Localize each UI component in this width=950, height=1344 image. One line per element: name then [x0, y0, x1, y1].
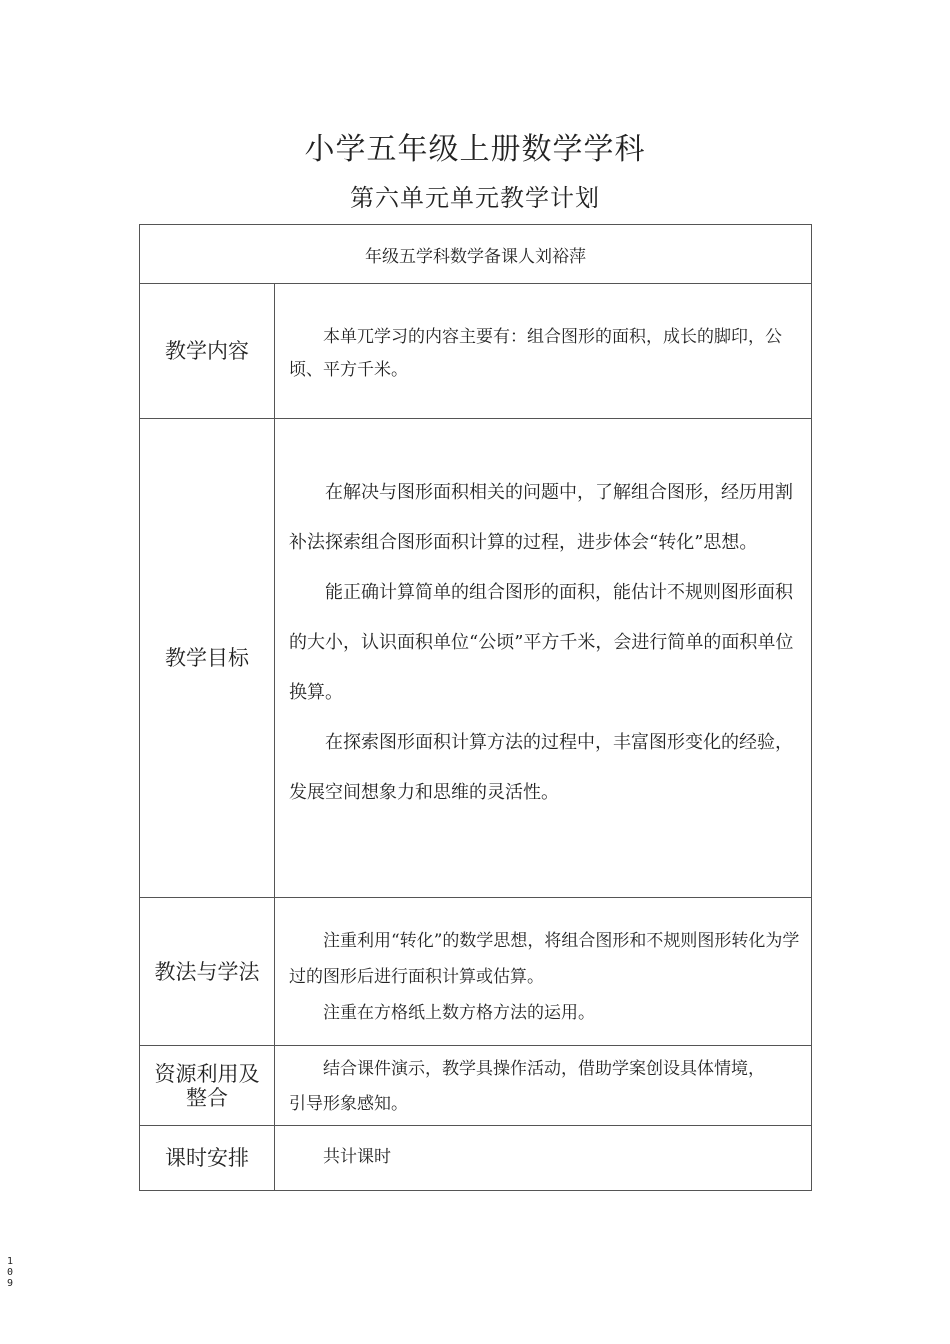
content-resources: [275, 1046, 811, 1125]
label-schedule: 课时安排: [140, 1126, 275, 1190]
paragraph: 在解决与图形面积相关的问题中，了解组合图形，经历用割补法探索组合图形面积计算的过程，进步体会“转化”思想。: [289, 482, 793, 553]
page-number: [5, 1256, 15, 1289]
paragraph: 共计课时: [323, 1147, 391, 1167]
page-number-digit: 9: [6, 1278, 14, 1289]
document-title: 小学五年级上册数学学科: [304, 132, 646, 167]
table-header-row: [140, 225, 811, 284]
content-teaching-content: [275, 284, 811, 418]
row-resources: [140, 1046, 811, 1126]
label-methods: 教法与学法: [140, 898, 275, 1045]
content-schedule: [275, 1126, 811, 1190]
paragraph: 注重利用“转化”的数学思想，将组合图形和不规则图形转化为学过的图形后进行面积计算或估算。: [289, 931, 800, 987]
document-subtitle: 第六单元单元教学计划: [350, 184, 600, 212]
row-methods: [140, 898, 811, 1046]
paragraph: 能正确计算简单的组合图形的面积，能估计不规则图形面积的大小，认识面积单位“公顷”平方千米，会进行简单的面积单位换算。: [289, 582, 794, 703]
row-schedule: [140, 1126, 811, 1190]
paragraph: 注重在方格纸上数方格方法的运用。: [323, 1003, 595, 1023]
paragraph: 结合课件演示，教学具操作活动，借助学案创设具体情境，引导形象感知。: [289, 1059, 765, 1114]
content-methods: [275, 898, 811, 1045]
page-number-digit: 1: [6, 1256, 14, 1267]
page-number-digit: 0: [6, 1267, 14, 1278]
label-teaching-goals: 教学目标: [140, 419, 275, 897]
plan-table: [139, 224, 812, 1191]
label-resources: 资源利用及整合: [140, 1046, 275, 1125]
paragraph: 本单兀学习的内容主要有：组合图形的面积，成长的脚印，公顷、平方千米。: [289, 327, 782, 380]
paragraph: 在探索图形面积计算方法的过程中，丰富图形变化的经验，发展空间想象力和思维的灵活性。: [289, 732, 793, 803]
table-header: 年级五学科数学备课人刘裕萍: [365, 246, 586, 267]
row-teaching-content: [140, 284, 811, 419]
content-teaching-goals: [275, 419, 811, 897]
row-teaching-goals: [140, 419, 811, 898]
label-teaching-content: 教学内容: [140, 284, 275, 418]
